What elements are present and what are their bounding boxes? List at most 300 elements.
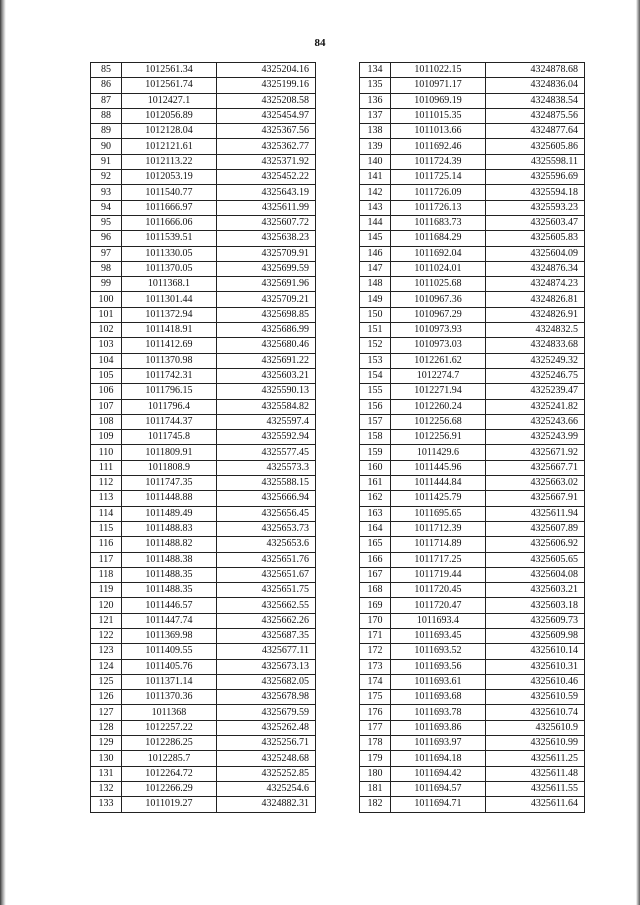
table-row (91, 598, 316, 613)
table-row (360, 659, 585, 674)
table-row (360, 598, 585, 613)
point-number-cell: 155 (360, 384, 391, 399)
point-number-cell: 150 (360, 307, 391, 322)
x-coordinate-cell: 1011684.29 (391, 231, 486, 246)
y-coordinate-cell: 4325592.94 (217, 430, 316, 445)
y-coordinate-cell: 4325607.72 (217, 215, 316, 230)
table-row (360, 628, 585, 643)
x-coordinate-cell: 1011693.56 (391, 659, 486, 674)
y-coordinate-cell: 4325651.75 (217, 583, 316, 598)
x-coordinate-cell: 1011693.61 (391, 674, 486, 689)
table-row (360, 108, 585, 123)
table-row (91, 781, 316, 796)
table-row (91, 78, 316, 93)
point-number-cell: 165 (360, 537, 391, 552)
table-row (360, 766, 585, 781)
x-coordinate-cell: 1011796.15 (122, 384, 217, 399)
x-coordinate-cell: 1011539.51 (122, 231, 217, 246)
point-number-cell: 168 (360, 583, 391, 598)
x-coordinate-cell: 1011370.98 (122, 353, 217, 368)
coordinates-table-left (90, 62, 316, 813)
table-row (91, 231, 316, 246)
point-number-cell: 86 (91, 78, 122, 93)
y-coordinate-cell: 4325699.59 (217, 261, 316, 276)
y-coordinate-cell: 4325686.99 (217, 323, 316, 338)
point-number-cell: 134 (360, 63, 391, 78)
y-coordinate-cell: 4325610.9 (486, 720, 585, 735)
point-number-cell: 125 (91, 674, 122, 689)
x-coordinate-cell: 1011025.68 (391, 277, 486, 292)
table-row (91, 353, 316, 368)
point-number-cell: 122 (91, 628, 122, 643)
table-row (91, 170, 316, 185)
x-coordinate-cell: 1011369.98 (122, 628, 217, 643)
point-number-cell: 137 (360, 108, 391, 123)
table-row (91, 644, 316, 659)
table-row (91, 414, 316, 429)
table-row (91, 583, 316, 598)
point-number-cell: 151 (360, 323, 391, 338)
x-coordinate-cell: 1011726.09 (391, 185, 486, 200)
point-number-cell: 85 (91, 63, 122, 78)
y-coordinate-cell: 4325611.25 (486, 751, 585, 766)
page-number: 84 (314, 37, 326, 49)
y-coordinate-cell: 4325605.83 (486, 231, 585, 246)
point-number-cell: 117 (91, 552, 122, 567)
point-number-cell: 109 (91, 430, 122, 445)
x-coordinate-cell: 1011693.78 (391, 705, 486, 720)
y-coordinate-cell: 4325691.96 (217, 277, 316, 292)
y-coordinate-cell: 4325678.98 (217, 690, 316, 705)
point-number-cell: 174 (360, 674, 391, 689)
x-coordinate-cell: 1011724.39 (391, 154, 486, 169)
point-number-cell: 158 (360, 430, 391, 445)
y-coordinate-cell: 4325597.4 (217, 414, 316, 429)
point-number-cell: 153 (360, 353, 391, 368)
point-number-cell: 101 (91, 307, 122, 322)
x-coordinate-cell: 1011022.15 (391, 63, 486, 78)
x-coordinate-cell: 1011015.35 (391, 108, 486, 123)
x-coordinate-cell: 1011448.88 (122, 491, 217, 506)
point-number-cell: 116 (91, 537, 122, 552)
point-number-cell: 159 (360, 445, 391, 460)
point-number-cell: 99 (91, 277, 122, 292)
x-coordinate-cell: 1011409.55 (122, 644, 217, 659)
y-coordinate-cell: 4325680.46 (217, 338, 316, 353)
table-row (360, 613, 585, 628)
table-body (360, 63, 585, 813)
table-row (91, 491, 316, 506)
x-coordinate-cell: 1011726.13 (391, 200, 486, 215)
x-coordinate-cell: 1011447.74 (122, 613, 217, 628)
table-row (91, 384, 316, 399)
y-coordinate-cell: 4325653.73 (217, 521, 316, 536)
x-coordinate-cell: 1010967.36 (391, 292, 486, 307)
table-row (91, 124, 316, 139)
x-coordinate-cell: 1011405.76 (122, 659, 217, 674)
y-coordinate-cell: 4325656.45 (217, 506, 316, 521)
table-row (360, 292, 585, 307)
x-coordinate-cell: 1011683.73 (391, 215, 486, 230)
y-coordinate-cell: 4325667.71 (486, 460, 585, 475)
x-coordinate-cell: 1010967.29 (391, 307, 486, 322)
scan-edge-right (636, 0, 640, 905)
point-number-cell: 110 (91, 445, 122, 460)
table-row (91, 93, 316, 108)
y-coordinate-cell: 4325709.21 (217, 292, 316, 307)
point-number-cell: 149 (360, 292, 391, 307)
point-number-cell: 131 (91, 766, 122, 781)
y-coordinate-cell: 4325249.32 (486, 353, 585, 368)
table-row (360, 552, 585, 567)
table-row (91, 200, 316, 215)
x-coordinate-cell: 1012286.25 (122, 736, 217, 751)
table-row (91, 368, 316, 383)
table-row (360, 567, 585, 582)
y-coordinate-cell: 4325673.13 (217, 659, 316, 674)
x-coordinate-cell: 1011418.91 (122, 323, 217, 338)
x-coordinate-cell: 1012260.24 (391, 399, 486, 414)
table-row (91, 613, 316, 628)
table-row (360, 491, 585, 506)
point-number-cell: 170 (360, 613, 391, 628)
table-row (360, 751, 585, 766)
table-row (91, 751, 316, 766)
y-coordinate-cell: 4325709.91 (217, 246, 316, 261)
table-row (360, 154, 585, 169)
table-row (91, 445, 316, 460)
table-row (360, 215, 585, 230)
table-row (360, 414, 585, 429)
x-coordinate-cell: 1011720.45 (391, 583, 486, 598)
point-number-cell: 142 (360, 185, 391, 200)
table-row (360, 384, 585, 399)
point-number-cell: 130 (91, 751, 122, 766)
x-coordinate-cell: 1011692.04 (391, 246, 486, 261)
point-number-cell: 94 (91, 200, 122, 215)
y-coordinate-cell: 4325667.91 (486, 491, 585, 506)
point-number-cell: 114 (91, 506, 122, 521)
x-coordinate-cell: 1011720.47 (391, 598, 486, 613)
table-row (91, 185, 316, 200)
y-coordinate-cell: 4325663.02 (486, 476, 585, 491)
x-coordinate-cell: 1011714.89 (391, 537, 486, 552)
y-coordinate-cell: 4325677.11 (217, 644, 316, 659)
point-number-cell: 113 (91, 491, 122, 506)
table-row (360, 506, 585, 521)
y-coordinate-cell: 4325256.71 (217, 736, 316, 751)
table-row (91, 277, 316, 292)
table-row (91, 766, 316, 781)
table-row (91, 628, 316, 643)
table-row (360, 399, 585, 414)
table-row (91, 139, 316, 154)
point-number-cell: 100 (91, 292, 122, 307)
x-coordinate-cell: 1011370.36 (122, 690, 217, 705)
table-row (360, 338, 585, 353)
table-row (91, 690, 316, 705)
x-coordinate-cell: 1011693.86 (391, 720, 486, 735)
table-row (360, 63, 585, 78)
y-coordinate-cell: 4325367.56 (217, 124, 316, 139)
table-row (360, 261, 585, 276)
point-number-cell: 152 (360, 338, 391, 353)
y-coordinate-cell: 4325208.58 (217, 93, 316, 108)
point-number-cell: 106 (91, 384, 122, 399)
table-row (360, 476, 585, 491)
x-coordinate-cell: 1011412.69 (122, 338, 217, 353)
point-number-cell: 96 (91, 231, 122, 246)
x-coordinate-cell: 1011745.8 (122, 430, 217, 445)
table-row (360, 674, 585, 689)
point-number-cell: 95 (91, 215, 122, 230)
x-coordinate-cell: 1011368 (122, 705, 217, 720)
table-row (360, 368, 585, 383)
point-number-cell: 88 (91, 108, 122, 123)
point-number-cell: 105 (91, 368, 122, 383)
y-coordinate-cell: 4325610.99 (486, 736, 585, 751)
point-number-cell: 112 (91, 476, 122, 491)
y-coordinate-cell: 4324838.54 (486, 93, 585, 108)
y-coordinate-cell: 4325611.94 (486, 506, 585, 521)
x-coordinate-cell: 1011693.52 (391, 644, 486, 659)
y-coordinate-cell: 4325611.55 (486, 781, 585, 796)
table-row (91, 108, 316, 123)
table-row (91, 63, 316, 78)
x-coordinate-cell: 1011446.57 (122, 598, 217, 613)
y-coordinate-cell: 4325573.3 (217, 460, 316, 475)
point-number-cell: 147 (360, 261, 391, 276)
y-coordinate-cell: 4325241.82 (486, 399, 585, 414)
table-row (360, 720, 585, 735)
x-coordinate-cell: 1012257.22 (122, 720, 217, 735)
x-coordinate-cell: 1012256.91 (391, 430, 486, 445)
y-coordinate-cell: 4325239.47 (486, 384, 585, 399)
y-coordinate-cell: 4325243.66 (486, 414, 585, 429)
point-number-cell: 167 (360, 567, 391, 582)
x-coordinate-cell: 1011796.4 (122, 399, 217, 414)
point-number-cell: 146 (360, 246, 391, 261)
table-row (91, 506, 316, 521)
table-row (91, 307, 316, 322)
point-number-cell: 111 (91, 460, 122, 475)
x-coordinate-cell: 1011694.57 (391, 781, 486, 796)
y-coordinate-cell: 4325204.16 (217, 63, 316, 78)
table-body (91, 63, 316, 813)
point-number-cell: 107 (91, 399, 122, 414)
x-coordinate-cell: 1011725.14 (391, 170, 486, 185)
table-row (91, 261, 316, 276)
table-row (360, 246, 585, 261)
table-row (91, 659, 316, 674)
y-coordinate-cell: 4325662.55 (217, 598, 316, 613)
x-coordinate-cell: 1011742.31 (122, 368, 217, 383)
table-row (360, 521, 585, 536)
x-coordinate-cell: 1012285.7 (122, 751, 217, 766)
table-row (91, 476, 316, 491)
x-coordinate-cell: 1012113.22 (122, 154, 217, 169)
table-row (91, 430, 316, 445)
x-coordinate-cell: 1012128.04 (122, 124, 217, 139)
x-coordinate-cell: 1010973.93 (391, 323, 486, 338)
point-number-cell: 143 (360, 200, 391, 215)
y-coordinate-cell: 4325610.14 (486, 644, 585, 659)
y-coordinate-cell: 4325454.97 (217, 108, 316, 123)
table-row (360, 445, 585, 460)
table-row (360, 323, 585, 338)
x-coordinate-cell: 1011488.35 (122, 583, 217, 598)
point-number-cell: 178 (360, 736, 391, 751)
table-row (91, 460, 316, 475)
y-coordinate-cell: 4325248.68 (217, 751, 316, 766)
x-coordinate-cell: 1011371.14 (122, 674, 217, 689)
x-coordinate-cell: 1011809.91 (122, 445, 217, 460)
point-number-cell: 90 (91, 139, 122, 154)
table-row (360, 200, 585, 215)
point-number-cell: 177 (360, 720, 391, 735)
x-coordinate-cell: 1012261.62 (391, 353, 486, 368)
x-coordinate-cell: 1011488.35 (122, 567, 217, 582)
x-coordinate-cell: 1011444.84 (391, 476, 486, 491)
table-row (360, 185, 585, 200)
table-row (360, 797, 585, 812)
y-coordinate-cell: 4325598.11 (486, 154, 585, 169)
y-coordinate-cell: 4325254.6 (217, 781, 316, 796)
y-coordinate-cell: 4325199.16 (217, 78, 316, 93)
coordinates-table-right (359, 62, 585, 813)
y-coordinate-cell: 4325610.31 (486, 659, 585, 674)
table-row (91, 521, 316, 536)
x-coordinate-cell: 1011425.79 (391, 491, 486, 506)
x-coordinate-cell: 1011429.6 (391, 445, 486, 460)
y-coordinate-cell: 4325603.21 (486, 583, 585, 598)
point-number-cell: 129 (91, 736, 122, 751)
y-coordinate-cell: 4325611.99 (217, 200, 316, 215)
y-coordinate-cell: 4325371.92 (217, 154, 316, 169)
x-coordinate-cell: 1011019.27 (122, 797, 217, 812)
table-row (91, 674, 316, 689)
x-coordinate-cell: 1010973.03 (391, 338, 486, 353)
point-number-cell: 163 (360, 506, 391, 521)
point-number-cell: 181 (360, 781, 391, 796)
table-row (91, 567, 316, 582)
table-row (360, 430, 585, 445)
x-coordinate-cell: 1011693.97 (391, 736, 486, 751)
table-row (91, 292, 316, 307)
table-row (91, 399, 316, 414)
point-number-cell: 161 (360, 476, 391, 491)
y-coordinate-cell: 4325687.35 (217, 628, 316, 643)
x-coordinate-cell: 1011692.46 (391, 139, 486, 154)
point-number-cell: 118 (91, 567, 122, 582)
x-coordinate-cell: 1011666.97 (122, 200, 217, 215)
point-number-cell: 154 (360, 368, 391, 383)
x-coordinate-cell: 1010969.19 (391, 93, 486, 108)
point-number-cell: 89 (91, 124, 122, 139)
table-row (360, 644, 585, 659)
table-row (360, 583, 585, 598)
y-coordinate-cell: 4324878.68 (486, 63, 585, 78)
y-coordinate-cell: 4325596.69 (486, 170, 585, 185)
point-number-cell: 92 (91, 170, 122, 185)
table-row (360, 690, 585, 705)
y-coordinate-cell: 4324832.5 (486, 323, 585, 338)
point-number-cell: 173 (360, 659, 391, 674)
x-coordinate-cell: 1011694.18 (391, 751, 486, 766)
y-coordinate-cell: 4324877.64 (486, 124, 585, 139)
point-number-cell: 133 (91, 797, 122, 812)
x-coordinate-cell: 1011693.4 (391, 613, 486, 628)
point-number-cell: 108 (91, 414, 122, 429)
table-row (91, 215, 316, 230)
x-coordinate-cell: 1011488.38 (122, 552, 217, 567)
point-number-cell: 127 (91, 705, 122, 720)
x-coordinate-cell: 1011488.82 (122, 537, 217, 552)
x-coordinate-cell: 1012056.89 (122, 108, 217, 123)
point-number-cell: 160 (360, 460, 391, 475)
x-coordinate-cell: 1011712.39 (391, 521, 486, 536)
x-coordinate-cell: 1011719.44 (391, 567, 486, 582)
x-coordinate-cell: 1011488.83 (122, 521, 217, 536)
y-coordinate-cell: 4325643.19 (217, 185, 316, 200)
y-coordinate-cell: 4325588.15 (217, 476, 316, 491)
table-row (91, 720, 316, 735)
point-number-cell: 166 (360, 552, 391, 567)
x-coordinate-cell: 1011540.77 (122, 185, 217, 200)
point-number-cell: 121 (91, 613, 122, 628)
table-row (91, 246, 316, 261)
point-number-cell: 135 (360, 78, 391, 93)
point-number-cell: 115 (91, 521, 122, 536)
y-coordinate-cell: 4325362.77 (217, 139, 316, 154)
point-number-cell: 103 (91, 338, 122, 353)
x-coordinate-cell: 1012427.1 (122, 93, 217, 108)
point-number-cell: 164 (360, 521, 391, 536)
x-coordinate-cell: 1012271.94 (391, 384, 486, 399)
x-coordinate-cell: 1011693.68 (391, 690, 486, 705)
point-number-cell: 169 (360, 598, 391, 613)
point-number-cell: 144 (360, 215, 391, 230)
point-number-cell: 128 (91, 720, 122, 735)
x-coordinate-cell: 1011666.06 (122, 215, 217, 230)
table-row (360, 231, 585, 246)
y-coordinate-cell: 4325651.67 (217, 567, 316, 582)
point-number-cell: 172 (360, 644, 391, 659)
y-coordinate-cell: 4324833.68 (486, 338, 585, 353)
y-coordinate-cell: 4325671.92 (486, 445, 585, 460)
table-row (360, 353, 585, 368)
point-number-cell: 179 (360, 751, 391, 766)
y-coordinate-cell: 4324882.31 (217, 797, 316, 812)
x-coordinate-cell: 1011368.1 (122, 277, 217, 292)
y-coordinate-cell: 4324875.56 (486, 108, 585, 123)
x-coordinate-cell: 1011301.44 (122, 292, 217, 307)
y-coordinate-cell: 4325603.21 (217, 368, 316, 383)
x-coordinate-cell: 1011717.25 (391, 552, 486, 567)
table-row (360, 705, 585, 720)
point-number-cell: 180 (360, 766, 391, 781)
x-coordinate-cell: 1012561.34 (122, 63, 217, 78)
point-number-cell: 98 (91, 261, 122, 276)
y-coordinate-cell: 4325603.47 (486, 215, 585, 230)
point-number-cell: 157 (360, 414, 391, 429)
scan-edge-left (0, 0, 6, 905)
table-row (360, 124, 585, 139)
y-coordinate-cell: 4325698.85 (217, 307, 316, 322)
x-coordinate-cell: 1011370.05 (122, 261, 217, 276)
point-number-cell: 156 (360, 399, 391, 414)
x-coordinate-cell: 1011024.01 (391, 261, 486, 276)
